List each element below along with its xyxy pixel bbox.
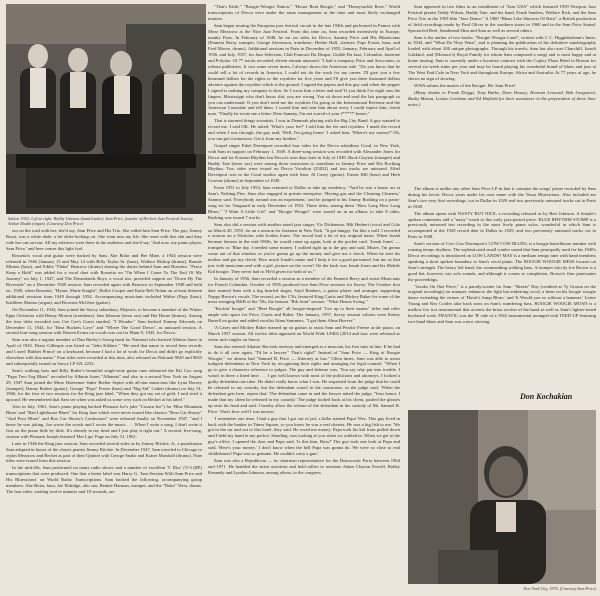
paragraph: "Jacobs On One Piece," is a parody/scatter for Sam. "Skeets" Hay (credited as Ty Groma on the original recordings) on trumpet, enhances the light but endearing vocal, a heart on his boogie woogie dance extending the virtues of 'Hawk's Jump Blues.' and 'It Would you so without a hammer.' Lester Young and Roy Cottles take back seats on Sam's wandering bass. BOOGIE WOOGIE MOAN is a mellow fox trot instrumental that accents the brass section of the band as well as Sam's lighter-toned keyboard work. FRANTIC was the 'B' side of a 1942 instrumental arranged with TEED UP featuring two-hand blues and Sam was a new slowing. bbox=[408, 283, 596, 324]
paragraph: Rossetta's vocal and guitar were backed by Sam, Abe Bolar and Her Mine, a 1944 session were released in 1946 (January 13 and May 14 with Billy Taylor Sr. (bass), Wallace Bishop (drums), Bonnie Minton (bass), and Eddie "Fluke" Bearrow (drums) sharing the duties behind Sam and Rossetta. "Peace Keep a Hold" was added for a vocal duet with Rossetta on "On When I Come To The End Of My Journey" on July 1, 1947, and The Dreamlands Boys, a vocal trio, provided support on "Down By The Riverside" on a December 1949 session. Sam recorded again with Bearrow in September 1948 and held on. 1949, when Rossetta, "Hymn, Marie Knight", Hollie Cooper and Katie Bell Nolan on at least thirteen additional sessions from 1949 through 1954. Accompanying musicians included Walter (Page (bass), Kathleen Marino (organ), and Brownie McGhee (guitar). bbox=[6, 252, 202, 305]
paragraph: Sam appeared in two films in an installment of "Jazz USA" which featured 1959 Newport Jazz Festival pianist Teddy Wilson, Buddy Tate, and his band, Frank Sanders, Wallace Rich, and the Sam Price Trio in the 1959 film "Jazz Dance." A 1960 "Blues Like Showers Of Rain", a British production of field recordings made by Paul Oliver in the southern states in 1960 and in the Sam Price Sound. Spectacled Reel, Sanderand Slim and Sam as well as several others. bbox=[408, 4, 596, 33]
portrait-photo bbox=[408, 410, 596, 584]
paragraph: The album opens with NASTY BUT NICE, a recording released as by Bert Johnson. A female's spoken comments add a "nasty" touch to this early jazz-period piece. BLUE RHYTHM STOMP is a previously unissued test recording in the most lively piano solos, wonderful in which Sam is accompanied at the 1929 record date in Dallas in 1929, and two previously unissued tracks cut in Paris in 1948. bbox=[408, 210, 596, 240]
paragraph: Later in 1946 the King jazz session, Sam recorded several sides as by Jimmy Ritchie, Jr., a pseudonym Sam adopted in honor of the classic pianist Jimmy Ritchie. In December 1947, Sam traveled to Chicago to rejoin Mezzrow and Bechet as part of their Quintet with George Snake and Kaiser Marshall (drums). Nine titles were issued from this session. bbox=[6, 440, 202, 464]
paragraph: Sam was also a Republican — its chairman representative for the Democratic Party between 1964 and 1971. He handled the street activities and held rallies to reinstate Adam Clayton Powell, Bobby Kennedy and Lyndon Johnson, among others, to the congress. bbox=[208, 457, 400, 475]
paragraph: out on the road with her, she'd say, Sam Price and His Trio. She called him Sam Price. The guy, Jimmy Rossi, was a white dude, a bit older-looking cat. She went into my life. She went with this shit and they rode her out on tour. All my relatives were there in the audience and she'd say, 'And now, my piano player, Sam Price,' and here comes this light fool. bbox=[6, 228, 202, 251]
author-signature: Don Kochakian bbox=[520, 392, 573, 401]
column-a bbox=[6, 228, 202, 590]
paragraph: WWA salutes the master of the Boogie: Mr. Sam Price! bbox=[414, 82, 516, 88]
paragraph: Sam's version of Cow Cow Davenport's COW COW BLUES, is a boogie barrelhouse number with rousing tempo rhythms. The sophisticated small combo sound that Sam principally used for his 1940's Decca recordings is introduced on LOW LANDS? MAY is a medium tempo tune with band members speaking a short spoken boundary to Sam's vocal piano. The BOOGIE WOOGIE MESS focuses on Sam's strength. The heavy left hand, the commanding walking bass. A trumpet solo by Joe Brown is a good bet, however, sax solo sounds, and although it comes to completion, Brown's firm punctuates the proceedings. bbox=[408, 241, 596, 282]
band-photo bbox=[6, 4, 206, 214]
paragraph: Sam also did a session with another noted jazz singer, Vic Dickenson, Hilt Herbert (vocal and Cole on March 20, 1955, for an a session for Jazztone in New York. "It got hungry. I'm like a wall. I recorded a session on a Nicholas with Jordan Jones. The record had a lot of my original tunes. When Jonah became famous in the mid-1960s, he would come up again, look at the pocket card. 'Jonah Jones' — trumpets or. 'Blue day. I needed some money. I walked right up to the guy and said, Mister, I'm gonna come out of that window or you're gonna go up the money and give me a check. When he sent his mother and got my check. How much Jonah's name and I keep it for a good personnel, but me as that just with musicians and with a girl. picture on the cover? On the back was Jonah Jones and his Mobile Kid boogie. They never had to.'He'd given for both of us." bbox=[208, 221, 400, 274]
paragraph: From 1951 to July 1954, Sam returned to Dallas to take up residency. "And he was a house act at Sam's Nothing Pies. Sam also engaged in private enterprise; 'Having gas and the Cleaning Cleaners,' Sammy said. 'Everybody around was an experiment,' and he jumped to his Jimmy Rushing on a pawn-song set for Vanguard in early December of 1954. These titles, among them "How Long How Long Blues," "I Want A Little Girl" and "Boogie Woogie" were issued on in an album, to take 8 sides, Rushing was issued 7 tracks. bbox=[208, 185, 400, 220]
paragraph: 'I remember one time, I had a guy that I got out of jail, a killer named Papa' Wes. This guy lived in back with the banker in Times Square, so you know he was a real cheater. He was a big fish to me. 'We got in the car and out to this hotel, they said. He owed me money. Papa took his kid from pulled down and I held my hand in my pocket. Standing, was looking at you when we walked in. When we get to the guy's office, I opened the door and Papa said, 'Is this him, Boss?' The guy took one look at Papa and said, 'Here's your money.' I don't know when the hell Papa was gonna do. We were so close to real childishness! Papa was so genuine. He couldn't carry a gun.' bbox=[208, 415, 400, 457]
paragraph: Sam began touring the European jazz festival circuit in the late 1940s and performed in France with Mezz Mezzrow at the Nice Jazz Festival. From this time on, Sam recorded extensively in Europe, mainly Paris. In February of 1948, he cut six sides for Decca, Sammy Price and His Bluesicians (Emmett Berry, trumpet; George Stevenson, trombone; Herbie Hall, clarinet; Pops Foster, bass; and Fred Moore, drums). Additional sessions in Paris in December of 1955, January, February and April of 1956, and July, 1957, for Jazz Selection, Club Francais Du Disque, Guilde Du Jazz, Columbia, Jazztone and Polydor. Of 77 tracks recorded, eleven remain unissued. "I had a company, Price and Associates, to release publishers. It cost some seven times, I always shows the American side. "Do you know that he could sell a lot of records in America, I could not do the work for my career. I'll give you a few thousand dollars for the rights to the royalties for five years and I'll give you three thousand dollars advance against the royalties which is the ground. I signed the papers and this guy said when the pepper I signed is nothing my company to him. So I wrote him a letter and said 'If you think I've eight ears the fingers, Mississippi who don't know shit, you are wrong. You sit down and read the last paragraph so you can understand. If you don't send me the royalties I'm going to the International Revenue and the American Consulate and tell them. I scared him and sent him about every I could expect him, check man. "Finally he wrote me a letter: Dear Sammy, I'm not scared of your f*****' bones." bbox=[208, 22, 400, 117]
paragraph: The album is unlike any other Sam Price LP in that it contains the songs' prime recorded by Sam during his hectic Decca years under his own name with the Texas Bluesicians. Also included are Sam's two very first recordings, cut in Dallas in 1929 and two previously unissued tracks cut in Paris in 1948. bbox=[408, 186, 596, 209]
column-b bbox=[208, 4, 400, 590]
paragraph: Sam also entered Atlantic Records territory and emerged as a muscian, his first time in line. If he had to do it all over again, "I'd be a lawyer." That's right!" Instead of "Sam Price — King of Boogie Woogie," we almost had "Samuel B. Price — Attorney at law." Often times, Sam was able to assist indigent defendants in New York by recognizing their rights and arranging for legal counsel. "When I go to give a character reference to judges. The guy and defense was, 'You say why put into trouble. I wasn't in there a lined time . . . I got well known with most of the politicians and attorneys. I looked a guilty defendant one time. He didn't really know what I was. He requested from the judge that he could be released in my custody, but the defendant wasn't in the courtroom, so the judge said, 'When the defendant gets here, repeat that.' The defendant came in and the lawyer asked the judge, 'Your honor, I made that my client be released in my custody.' The judge looked back at his client, pushed the glasses up onto his head and said. I hereby allow the release of the defendant in the custody of Mr. Samuel B. Price. That's how well I was known.' bbox=[208, 343, 400, 414]
paragraph: Sam was also a regular member of Dan Burley's Swing band for National who backed Albinia Jones in April of 1945. Dizzy Gillespie was listed as "John Kildare." "He used that name to record bass records and I used 'Bubber Prince' on a keyboard, because I had a lot of work for Decca and didn't go explicitly elsewhere with that name." Four titles were recorded at this time, also released on National 9045 and 9043 and subsequently issued on Savoy LP SJL 2233. bbox=[6, 337, 202, 366]
portrait-photo-image bbox=[408, 410, 596, 584]
paragraph: On November 11, 1944, Sam joined the Savoy subsidiary, Majestic, to become a member of the Winter Epps Orchestra with Benny Morton (trombone), Jam Johnson (tenor sax) and Hot Horne (drums). Among the four titles recorded was Cee Cee's Guest startled, "I Wonder." Sam backed Tommy Edwards on December 11, 1944, for "Beat Buckets Love" and "Where The Good Down", as unissued session. A second four-song session with Warren Evans on vocals was cut for Muni 9, 1945, for Decca. bbox=[6, 306, 202, 336]
paragraph: Gospel singer Ethel Davenport recorded four sides for the Decca subsidiary Coral, in New York, with Sam in support on February 1, 1949. A three-song session was recorded with Alexander Jones for Decca and for Kustom Rhythm Ion Decca's own days later in July of 1949. Buck Clayton (trumpet) and Buddy Tate (tenor sax) were among those musicians to contribute to Jammy Price and His Rocking Rhythm. Two sides were issued on Decca Vocalion (25022) and two tracks are unissued. Ethel Davenport was in the Coral studios again with Sam. Al Casey (guitar), Ernest Hill (bass) and Herb Cowens (drums) in September of 1949. bbox=[208, 142, 400, 184]
acknowledgements: (Many thanks to Frank Driggs, Tony Burke, Dave Hussey, Herman Leonard, Bob Longstreet, Busby Mason, Louise Gersham and Ed Hatfield for their assistance in the preparation of these liner notes.) bbox=[408, 89, 596, 107]
paragraph: In the mid-40s, Sam performed on many radio shows and a number of excellent 'V Disc' (V-3 (RP) transcriptions that were produced. One that a better label was Harry G. 'Jam Session With Sam Price and His Bluesicians' on World Radio Transcriptions. Sam backed the following, accompanying group members: Abe Bolar, bass; Joe Eldridge, alto sax; Bennie Harman, trumpet; and the "Duke" West, drums. The four titles, totaling twelve minutes and 18 seconds, are bbox=[6, 465, 202, 494]
band-photo-image bbox=[6, 4, 206, 214]
right-photo-caption: New York City, 1974. (Courtesy Sam Price) bbox=[523, 586, 596, 591]
column-c-top bbox=[408, 4, 596, 182]
paragraph: 'A Casey and Mickey Baker teamed up on guitars to assist Sam and Pearlie Freeze at the piano, on March 1957 session. All twelve titles appeared on World Wide LP402 (2014 and four were released as seven inch singles on Savoy. bbox=[208, 325, 400, 342]
paragraph: That is stormed things scientists. I was in Denmark playing with the Big City Band. A guy wanted to record me. I said OK. He asked, 'What's your fee?' I told him the fee and royalties. I made the record and when I was through, the guy said, 'Well, I'm going home.' I asked him, 'Where's my money?' Oh, you can get it tomorrow. Get it from my brother." bbox=[208, 118, 400, 141]
paragraph: "Rockin' boogie" and "Beet Boogie" all boogie-inspired "live up to their names" titles and offer ample solo space for Price, Curtis and Baker. The January, 1957, Savoy session cohorts were Kenny Burrell on guitar and added vocalist Alma Sommers. "I got them Alma Hoever." bbox=[208, 306, 400, 324]
column-c-bottom bbox=[408, 186, 596, 391]
paragraph: Sam's walking bass and Billy Butler's beautiful single-note guitar runs enhanced the Eki Coo song "Papa Treo Fog Blues" recorded by Albinia Jones "Albinnia" and also in a second New York on August 29, 1947 Sam joined the Mose Hoenemer Saber Berber Septet with all-star musicians like Lynn Dorsey (trumpet), Danny Barker (guitar), George "Pops" Foster (bass) and "Big Sid" Catlett (drums) on July 31, 1960, for the first of two sessions for the King jazz label. "When they got my set of gold, I said tried it upward. He remembered that Sam set when was asked us some very such on Becket at his label." bbox=[6, 367, 202, 403]
paragraph: Sam is the author of two books: "Boogie Woogie Land", written with J. C. Higginbotham's Inner, in 1944, and "What Do They Want", and is planning the publication of his definitive autobiography loaded with about 200 unique photographs. Through his travels, Sam has also met Churchill, Israeli Gakkkol, and (Monaco's) Royal Family for whom Sam composed a song) and is most happy and at home touring. Sam is currently under a lucrative contract with the Copley Plaza Hotel in Boston for several six-week stints per year and may be found playing his wonderful brand of blues and jazz at The West End Cafe in New York and throughout Europe, Africa and Australia. At 77 years of age, he shows no sign of slowing. bbox=[408, 34, 596, 81]
paragraph: In January of 1956, Sam recorded a session as a member of the Emmett Berry and sextet Musicians for French Columbia. October of 1956 produced two Sam Price sessions for Savoy. The October first date teamed Sam with a big hearted singer, Sayd Bankers, a guitar player and arranger, supporting Nappy Brown's vocals. The second, on the 17th, featured King Curtis and Mickey Baker for some of the most swinging R&B of the '50s, the famous "Rib Joint" session. "What Hearts Swing." bbox=[208, 275, 400, 305]
paragraph: "That's Kidn'," "Boogie-Woogie Nation," "House Rent Boogie," and "Honeysuckle Rose." World transcriptions of Decca were under the same management at the time and most likely exchanged masters. bbox=[208, 4, 400, 21]
left-photo-caption: Sabine 1952; Left to right: Bobby Johnson (band leader), Sam Price, founder of Herbert Jazz Festival Society, Arthur Dodds (organ). (Courtesy Don Price) bbox=[8, 216, 194, 226]
paragraph: Also in July, 1961, Sam's piano playing backed Pleasant Joe's joke "Cousin Joe") for 'Blue Mountain Blues' and "Bad Lighthouse Blues" for King Jazz which were never issued like classics "Boss Cat Shorty" "And Poor Blues" and Box Car Shorty's Confession" were released finally on November 1947. "and I knew he was joking. Joe wrote the words and I wrote the music . . . When I write a song, I don't write it first on the piano little by little. It's already in my head and I just play it right out." A second, five-song, session with Pleasant Joseph featured 'Hot Lips' Page on July 31, 1961. bbox=[6, 404, 202, 439]
